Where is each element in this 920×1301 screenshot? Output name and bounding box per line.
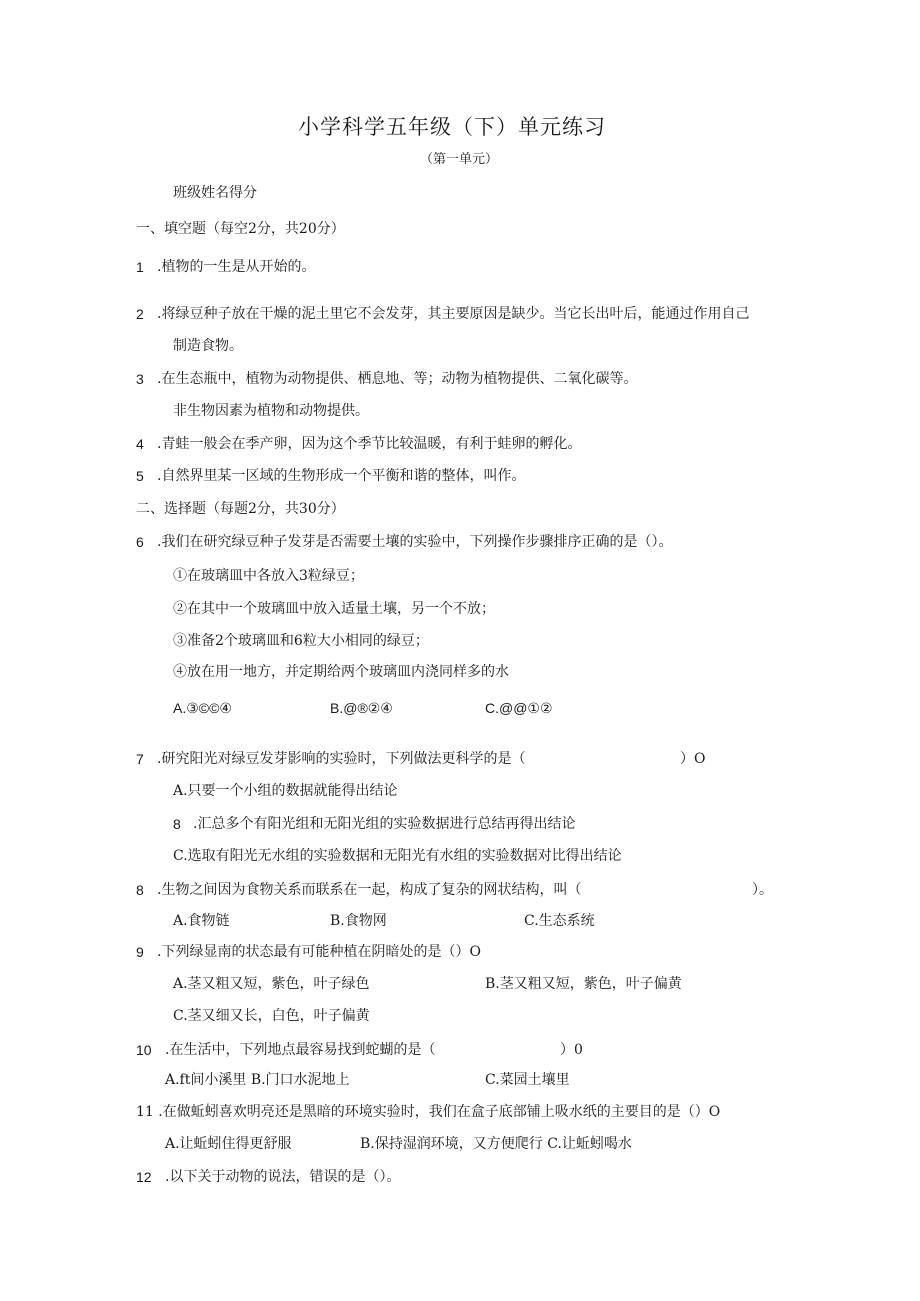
procedure-step: ③准备2个玻璃皿和6粒大小相同的绿豆； (173, 633, 429, 649)
question-text: .生物之间因为食物关系而联系在一起，构成了复杂的网状结构，叫（ (157, 882, 582, 898)
answer-option-b: .汇总多个有阳光组和无阳光组的实验数据进行总结再得出结论 (193, 816, 576, 832)
answer-option-a: A.③©©④ (173, 700, 232, 716)
answer-option-c: C.选取有阳光无水组的实验数据和无阳光有水组的实验数据对比得出结论 (173, 848, 622, 864)
answer-option-c: C.茎又细又长，白色，叶子偏黄 (173, 1008, 370, 1024)
question-text: 11 .在做蚯蚓喜欢明亮还是黑暗的环境实验时，我们在盒子底部铺上吸水纸的主要目的是（）O (136, 1104, 721, 1120)
question-number: 9 (136, 944, 144, 960)
question-text: .下列绿显南的状态最有可能种植在阴暗处的是（）O (157, 944, 481, 960)
question-number: 5 (136, 468, 144, 484)
answer-option-a: A.让蚯蚓住得更舒服 (165, 1136, 292, 1152)
question-number: 8 (136, 882, 144, 898)
question-number: 12 (136, 1169, 152, 1185)
answer-options-b-c: B.保持湿润环境，又方便爬行 C.让蚯蚓喝水 (360, 1136, 632, 1152)
student-info-line: 班级姓名得分 (173, 185, 257, 201)
question-number: 7 (136, 751, 144, 767)
answer-option-a: A.食物链 (173, 913, 230, 929)
question-text: .青蛙一般会在季产卵，因为这个季节比较温暖，有利于蛙卵的孵化。 (157, 436, 582, 452)
page-subtitle: （第一单元） (420, 152, 499, 167)
fill-section-heading: 一、填空题（每空2分，共20分） (136, 221, 345, 237)
procedure-step: ②在其中一个玻璃皿中放入适量土壤，另一个不放； (173, 601, 495, 617)
procedure-step: ④放在用一地方，并定期给两个玻璃皿内浇同样多的水 (173, 664, 509, 680)
question-number: 3 (136, 371, 144, 387)
question-number: 4 (136, 436, 144, 452)
answer-options-a-b: A.ft间小溪里 B.门口水泥地上 (165, 1072, 350, 1088)
question-text: .研究阳光对绿豆发芽影响的实验时，下列做法更科学的是（ (157, 751, 526, 767)
question-text: .将绿豆种子放在干燥的泥土里它不会发芽，其主要原因是缺少。当它长出叶后，能通过作用自己 (157, 306, 750, 322)
question-number: 10 (136, 1042, 152, 1058)
question-text-end: ）O (680, 751, 706, 767)
question-number: 1 (136, 259, 144, 275)
question-text: .在生态瓶中，植物为动物提供、栖息地、等；动物为植物提供、二氧化碳等。 (157, 371, 638, 387)
question-number: 6 (136, 534, 144, 550)
procedure-step: ①在玻璃皿中各放入3粒绿豆； (173, 568, 364, 584)
question-text-continued: 非生物因素为植物和动物提供。 (173, 403, 369, 419)
question-text: .自然界里某一区域的生物形成一个平衡和谐的整体，叫作。 (157, 468, 526, 484)
question-text: .在生活中，下列地点最容易找到蛇蝴的是（ (165, 1042, 436, 1058)
page-title: 小学科学五年级（下）单元练习 (298, 115, 606, 139)
answer-option-b-number: 8 (173, 816, 181, 832)
answer-option-c: C.生态系统 (524, 913, 595, 929)
question-text: .我们在研究绿豆种子发芽是否需要土壤的实验中，下列操作步骤排序正确的是（）。 (157, 534, 673, 550)
question-text: .以下关于动物的说法，错误的是（）。 (165, 1169, 401, 1185)
choice-section-heading: 二、选择题（每题2分，共30分） (136, 501, 345, 517)
answer-option-c: C.菜园土壤里 (485, 1072, 570, 1088)
answer-option-a: A.只要一个小组的数据就能得出结论 (173, 783, 398, 799)
answer-option-b: B.@®②④ (330, 700, 393, 716)
answer-option-a: A.茎又粗又短，紫色，叶子绿色 (173, 976, 370, 992)
question-text-end: ）。 (752, 882, 773, 898)
question-text-continued: 制造食物。 (173, 338, 243, 354)
question-text: .植物的一生是从开始的。 (157, 259, 316, 275)
question-text-end: ）0 (560, 1042, 583, 1058)
answer-option-b: B.茎又粗又短，紫色，叶子偏黄 (485, 976, 682, 992)
answer-option-b: B.食物网 (330, 913, 387, 929)
answer-option-c: C.@@①② (485, 700, 553, 716)
question-number: 2 (136, 306, 144, 322)
